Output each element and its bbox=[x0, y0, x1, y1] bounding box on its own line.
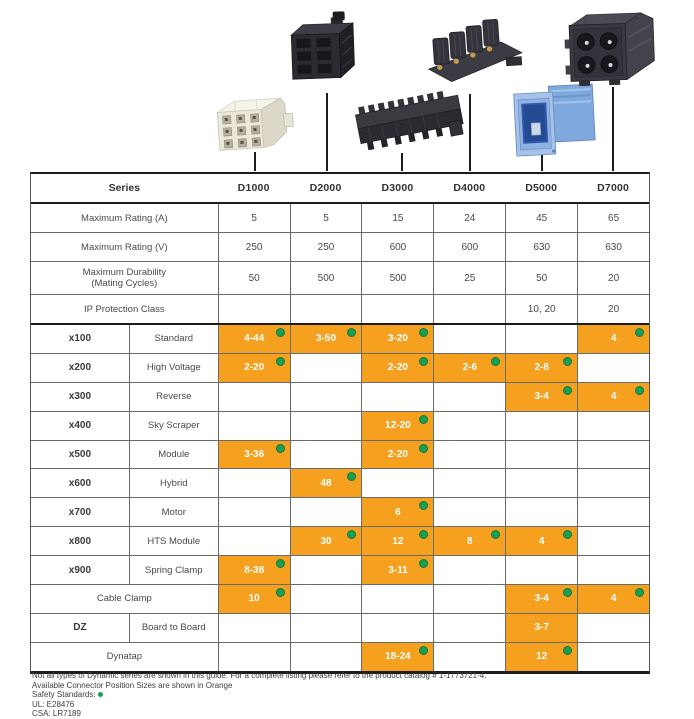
position-size-cell bbox=[290, 441, 362, 469]
type-code bbox=[31, 556, 129, 584]
position-size-cell bbox=[361, 585, 433, 613]
position-size-cell bbox=[361, 383, 433, 411]
position-size-cell bbox=[505, 469, 577, 497]
safety-standard-dot-icon bbox=[419, 501, 428, 510]
type-code-label: x800 bbox=[68, 535, 92, 547]
type-code bbox=[31, 441, 129, 469]
position-size-value: 8 bbox=[467, 535, 473, 547]
table-row bbox=[31, 643, 649, 671]
type-name-label: Cable Clamp bbox=[96, 593, 152, 605]
position-size-cell bbox=[433, 354, 505, 382]
footnote-safety-standards bbox=[32, 690, 672, 700]
position-size-cell bbox=[577, 441, 649, 469]
position-size-cell bbox=[290, 383, 362, 411]
spec-value: 250 bbox=[317, 241, 335, 253]
spec-value: 45 bbox=[536, 212, 548, 224]
type-name bbox=[31, 643, 218, 671]
position-size-value: 30 bbox=[320, 535, 332, 547]
position-size-cell bbox=[505, 412, 577, 440]
position-size-value: 12 bbox=[536, 651, 548, 663]
position-size-cell bbox=[433, 383, 505, 411]
type-rows bbox=[31, 325, 649, 671]
spec-value-cell bbox=[218, 233, 290, 261]
leader-line-d2000 bbox=[326, 93, 328, 171]
table-row bbox=[31, 469, 649, 498]
safety-standard-dot-icon bbox=[419, 559, 428, 568]
position-size-cell bbox=[577, 585, 649, 613]
position-size-cell bbox=[505, 614, 577, 642]
safety-standard-dot-icon bbox=[635, 588, 644, 597]
safety-standard-dot-icon bbox=[491, 530, 500, 539]
series-header: Series bbox=[108, 181, 141, 194]
column-header-d4000: D4000 bbox=[453, 182, 486, 194]
table-row bbox=[31, 527, 649, 556]
position-size-value: 3-20 bbox=[387, 333, 408, 345]
safety-standard-dot-icon bbox=[563, 646, 572, 655]
footnote-csa: CSA: LR7189 bbox=[32, 709, 81, 719]
spec-value-cell bbox=[361, 262, 433, 294]
position-size-value: 3-4 bbox=[534, 391, 549, 403]
table-row bbox=[31, 441, 649, 470]
type-code bbox=[31, 412, 129, 440]
table-row bbox=[31, 354, 649, 383]
type-code bbox=[31, 383, 129, 411]
spec-value: 65 bbox=[608, 212, 620, 224]
table-row bbox=[31, 556, 649, 585]
spec-label bbox=[31, 233, 218, 261]
position-size-cell bbox=[218, 441, 290, 469]
type-name-label: Standard bbox=[154, 333, 194, 345]
position-size-value: 2-20 bbox=[387, 449, 408, 460]
position-size-value: 10 bbox=[248, 593, 260, 605]
footnote-ul: UL: E28476 bbox=[32, 699, 75, 709]
position-size-cell bbox=[361, 412, 433, 440]
position-size-cell bbox=[505, 643, 577, 671]
position-size-cell bbox=[218, 383, 290, 411]
position-size-cell bbox=[577, 556, 649, 584]
position-size-cell bbox=[290, 325, 362, 353]
position-size-value: 4 bbox=[610, 333, 617, 345]
table-row bbox=[31, 204, 649, 233]
position-size-cell bbox=[218, 325, 290, 353]
spec-value-cell bbox=[505, 262, 577, 294]
position-size-cell bbox=[433, 527, 505, 555]
column-header-d2000: D2000 bbox=[309, 182, 342, 194]
safety-standard-dot-icon bbox=[563, 588, 572, 597]
safety-standard-dot-icon bbox=[347, 328, 356, 337]
position-size-cell bbox=[505, 354, 577, 382]
spec-value: 20 bbox=[608, 303, 620, 315]
position-size-cell bbox=[361, 556, 433, 584]
type-code-label: x300 bbox=[68, 391, 92, 403]
spec-value-cell bbox=[433, 204, 505, 232]
position-size-cell bbox=[290, 643, 362, 671]
type-name bbox=[31, 585, 218, 613]
spec-value: 15 bbox=[392, 212, 404, 224]
spec-value-cell bbox=[218, 204, 290, 232]
spec-label-line: IP Protection Class bbox=[84, 303, 165, 315]
spec-label-line: Maximum Rating (V) bbox=[81, 241, 168, 253]
spec-value-cell bbox=[218, 295, 290, 323]
spec-value-cell bbox=[577, 233, 649, 261]
position-size-value: 48 bbox=[320, 477, 332, 489]
position-size-cell bbox=[577, 325, 649, 353]
footnotes bbox=[32, 671, 672, 719]
column-header-d1000: D1000 bbox=[237, 182, 270, 194]
position-size-cell bbox=[361, 527, 433, 555]
safety-standard-dot-icon bbox=[635, 328, 644, 337]
spec-value: 500 bbox=[389, 272, 407, 284]
position-size-cell bbox=[290, 469, 362, 497]
position-size-cell bbox=[433, 412, 505, 440]
comparison-table bbox=[30, 172, 650, 674]
safety-standard-dot-icon bbox=[347, 472, 356, 481]
safety-standard-dot-icon bbox=[563, 530, 572, 539]
type-name-label: Board to Board bbox=[141, 622, 206, 634]
position-size-value: 2-6 bbox=[462, 362, 478, 374]
safety-standard-dot-icon bbox=[491, 357, 500, 366]
type-name-label: Motor bbox=[161, 506, 186, 518]
type-name bbox=[129, 614, 218, 642]
spec-value: 500 bbox=[317, 272, 335, 284]
position-size-value: 4 bbox=[610, 593, 617, 605]
column-header-d5000: D5000 bbox=[525, 182, 558, 194]
position-size-cell bbox=[505, 441, 577, 469]
type-name bbox=[129, 527, 218, 555]
position-size-cell bbox=[505, 585, 577, 613]
type-code-label: x400 bbox=[68, 420, 92, 432]
position-size-value: 3-36 bbox=[244, 449, 265, 460]
spec-value: 50 bbox=[248, 272, 260, 284]
product-photo-d7000 bbox=[562, 8, 662, 97]
position-size-cell bbox=[433, 585, 505, 613]
position-size-cell bbox=[218, 614, 290, 642]
type-code bbox=[31, 614, 129, 642]
type-code-label: x200 bbox=[68, 362, 92, 374]
safety-standard-dot-icon bbox=[276, 328, 285, 337]
safety-standard-dot-icon bbox=[276, 559, 285, 568]
position-size-value: 8-38 bbox=[244, 564, 265, 576]
position-size-cell bbox=[361, 614, 433, 642]
position-size-cell bbox=[361, 354, 433, 382]
position-size-value: 2-20 bbox=[244, 362, 265, 374]
position-size-cell bbox=[577, 614, 649, 642]
position-size-value: 12 bbox=[392, 535, 404, 547]
type-name bbox=[129, 498, 218, 526]
position-size-cell bbox=[505, 556, 577, 584]
type-code-label: x600 bbox=[68, 477, 92, 489]
position-size-cell bbox=[218, 412, 290, 440]
type-name-label: Reverse bbox=[156, 391, 192, 403]
spec-label bbox=[31, 262, 218, 294]
spec-value-cell bbox=[577, 262, 649, 294]
position-size-value: 12-20 bbox=[385, 420, 411, 432]
type-name bbox=[129, 412, 218, 440]
position-size-cell bbox=[577, 469, 649, 497]
position-size-cell bbox=[218, 643, 290, 671]
position-size-cell bbox=[577, 527, 649, 555]
spec-value: 630 bbox=[533, 241, 551, 253]
spec-value-cell bbox=[577, 204, 649, 232]
position-size-cell bbox=[361, 441, 433, 469]
footnote-orange-legend: Available Connector Position Sizes are shown in Orange bbox=[32, 680, 233, 690]
spec-value-cell bbox=[433, 233, 505, 261]
product-strip bbox=[0, 0, 694, 172]
spec-value: 5 bbox=[251, 212, 257, 224]
type-code-label: x900 bbox=[68, 564, 92, 576]
position-size-value: 6 bbox=[395, 506, 401, 518]
spec-value: 25 bbox=[464, 272, 476, 284]
table-row bbox=[31, 585, 649, 614]
position-size-cell bbox=[577, 412, 649, 440]
spec-value-cell bbox=[505, 295, 577, 323]
position-size-value: 4-44 bbox=[244, 333, 265, 345]
position-size-cell bbox=[290, 585, 362, 613]
type-code bbox=[31, 354, 129, 382]
safety-standard-dot-icon bbox=[419, 357, 428, 366]
safety-standard-dot-icon bbox=[419, 415, 428, 424]
position-size-cell bbox=[577, 643, 649, 671]
position-size-cell bbox=[433, 643, 505, 671]
position-size-cell bbox=[505, 383, 577, 411]
position-size-value: 4 bbox=[610, 391, 617, 403]
position-size-cell bbox=[433, 469, 505, 497]
spec-value: 600 bbox=[389, 241, 407, 253]
type-name bbox=[129, 325, 218, 353]
spec-value: 630 bbox=[605, 241, 622, 253]
spec-value-cell bbox=[290, 262, 362, 294]
type-name bbox=[129, 354, 218, 382]
spec-value: 250 bbox=[245, 241, 263, 253]
safety-standard-dot-icon bbox=[347, 530, 356, 539]
type-code-label: DZ bbox=[73, 622, 87, 634]
spec-value-cell bbox=[433, 295, 505, 323]
spec-value-cell bbox=[290, 295, 362, 323]
position-size-cell bbox=[577, 354, 649, 382]
position-size-cell bbox=[433, 556, 505, 584]
column-header-d7000: D7000 bbox=[597, 182, 630, 194]
safety-standard-dot-icon bbox=[419, 530, 428, 539]
table-row bbox=[31, 412, 649, 441]
position-size-cell bbox=[218, 469, 290, 497]
position-size-cell bbox=[290, 614, 362, 642]
position-size-cell bbox=[433, 614, 505, 642]
type-code bbox=[31, 325, 129, 353]
safety-standard-dot-icon bbox=[419, 646, 428, 655]
position-size-cell bbox=[361, 498, 433, 526]
spec-label-line: Maximum Rating (A) bbox=[81, 212, 168, 224]
safety-standard-dot-icon bbox=[419, 328, 428, 337]
type-name-label: Dynatap bbox=[106, 651, 143, 663]
position-size-value: 18-24 bbox=[385, 651, 411, 663]
spec-value: 24 bbox=[464, 212, 476, 224]
type-name-label: High Voltage bbox=[146, 362, 201, 374]
spec-value-cell bbox=[361, 204, 433, 232]
safety-standard-dot-icon bbox=[276, 357, 285, 366]
position-size-cell bbox=[218, 354, 290, 382]
position-size-value: 2-8 bbox=[534, 362, 549, 374]
spec-value-cell bbox=[218, 262, 290, 294]
type-code-label: x100 bbox=[68, 333, 92, 345]
table-row bbox=[31, 325, 649, 354]
position-size-cell bbox=[505, 498, 577, 526]
spec-value: 20 bbox=[608, 272, 620, 284]
spec-value: 5 bbox=[323, 212, 329, 224]
table-row bbox=[31, 262, 649, 295]
position-size-cell bbox=[361, 325, 433, 353]
type-name-label: Hybrid bbox=[160, 477, 188, 489]
spec-value-cell bbox=[505, 233, 577, 261]
table-row bbox=[31, 498, 649, 527]
spec-rows bbox=[31, 204, 649, 325]
position-size-cell bbox=[290, 412, 362, 440]
position-size-cell bbox=[433, 498, 505, 526]
type-name bbox=[129, 441, 218, 469]
leader-line-d4000 bbox=[469, 94, 471, 171]
position-size-value: 3-50 bbox=[316, 333, 337, 345]
position-size-cell bbox=[290, 556, 362, 584]
position-size-cell bbox=[218, 498, 290, 526]
spec-value-cell bbox=[577, 295, 649, 323]
product-photo-d1000 bbox=[210, 88, 298, 161]
position-size-cell bbox=[290, 354, 362, 382]
table-header-row bbox=[31, 174, 649, 204]
position-size-cell bbox=[361, 469, 433, 497]
spec-value: 50 bbox=[536, 272, 548, 284]
safety-standard-dot-icon bbox=[563, 386, 572, 395]
type-name-label: HTS Module bbox=[147, 535, 201, 547]
type-name bbox=[129, 383, 218, 411]
spec-value: 600 bbox=[461, 241, 479, 253]
position-size-cell bbox=[505, 325, 577, 353]
position-size-cell bbox=[218, 585, 290, 613]
position-size-value: 4 bbox=[538, 535, 545, 547]
type-code bbox=[31, 527, 129, 555]
safety-standard-dot-icon bbox=[276, 444, 285, 453]
position-size-cell bbox=[218, 556, 290, 584]
spec-value-cell bbox=[505, 204, 577, 232]
safety-standard-dot-icon bbox=[563, 357, 572, 366]
column-header-d3000: D3000 bbox=[381, 182, 414, 194]
footnote-listing: Not all types of Dynamic series are shown in this guide. For a complete listing please refer to the product catalog # 1-1773721-4. bbox=[32, 671, 487, 680]
product-photo-d3000 bbox=[352, 90, 467, 161]
spec-label-line: (Mating Cycles) bbox=[91, 278, 158, 289]
type-code bbox=[31, 469, 129, 497]
green-dot-legend-icon bbox=[98, 692, 103, 697]
type-code-label: x500 bbox=[68, 449, 92, 460]
type-name bbox=[129, 469, 218, 497]
spec-value-cell bbox=[290, 204, 362, 232]
position-size-cell bbox=[433, 325, 505, 353]
position-size-value: 3-7 bbox=[534, 622, 549, 634]
position-size-cell bbox=[433, 441, 505, 469]
spec-value-cell bbox=[433, 262, 505, 294]
position-size-cell bbox=[505, 527, 577, 555]
spec-value-cell bbox=[361, 233, 433, 261]
type-name-label: Spring Clamp bbox=[144, 564, 203, 576]
spec-value-cell bbox=[361, 295, 433, 323]
type-code-label: x700 bbox=[68, 506, 92, 518]
type-name-label: Module bbox=[158, 449, 190, 460]
type-name-label: Sky Scraper bbox=[147, 420, 200, 432]
table-row bbox=[31, 233, 649, 262]
position-size-cell bbox=[218, 527, 290, 555]
type-name bbox=[129, 556, 218, 584]
safety-standards-label: Safety Standards: bbox=[32, 690, 96, 700]
safety-standard-dot-icon bbox=[635, 386, 644, 395]
position-size-value: 3-11 bbox=[388, 564, 408, 576]
table-row bbox=[31, 295, 649, 325]
safety-standard-dot-icon bbox=[276, 588, 285, 597]
position-size-value: 2-20 bbox=[387, 362, 408, 374]
table-row bbox=[31, 614, 649, 643]
spec-value: 10, 20 bbox=[527, 303, 556, 315]
table-row bbox=[31, 383, 649, 412]
safety-standard-dot-icon bbox=[419, 444, 428, 453]
spec-label bbox=[31, 204, 218, 232]
position-size-cell bbox=[290, 498, 362, 526]
position-size-value: 3-4 bbox=[534, 593, 549, 605]
spec-label-line: Maximum Durability bbox=[82, 267, 167, 278]
leader-line-d7000 bbox=[612, 87, 614, 171]
spec-label bbox=[31, 295, 218, 323]
position-size-cell bbox=[577, 383, 649, 411]
position-size-cell bbox=[361, 643, 433, 671]
spec-value-cell bbox=[290, 233, 362, 261]
type-code bbox=[31, 498, 129, 526]
position-size-cell bbox=[577, 498, 649, 526]
position-size-cell bbox=[290, 527, 362, 555]
